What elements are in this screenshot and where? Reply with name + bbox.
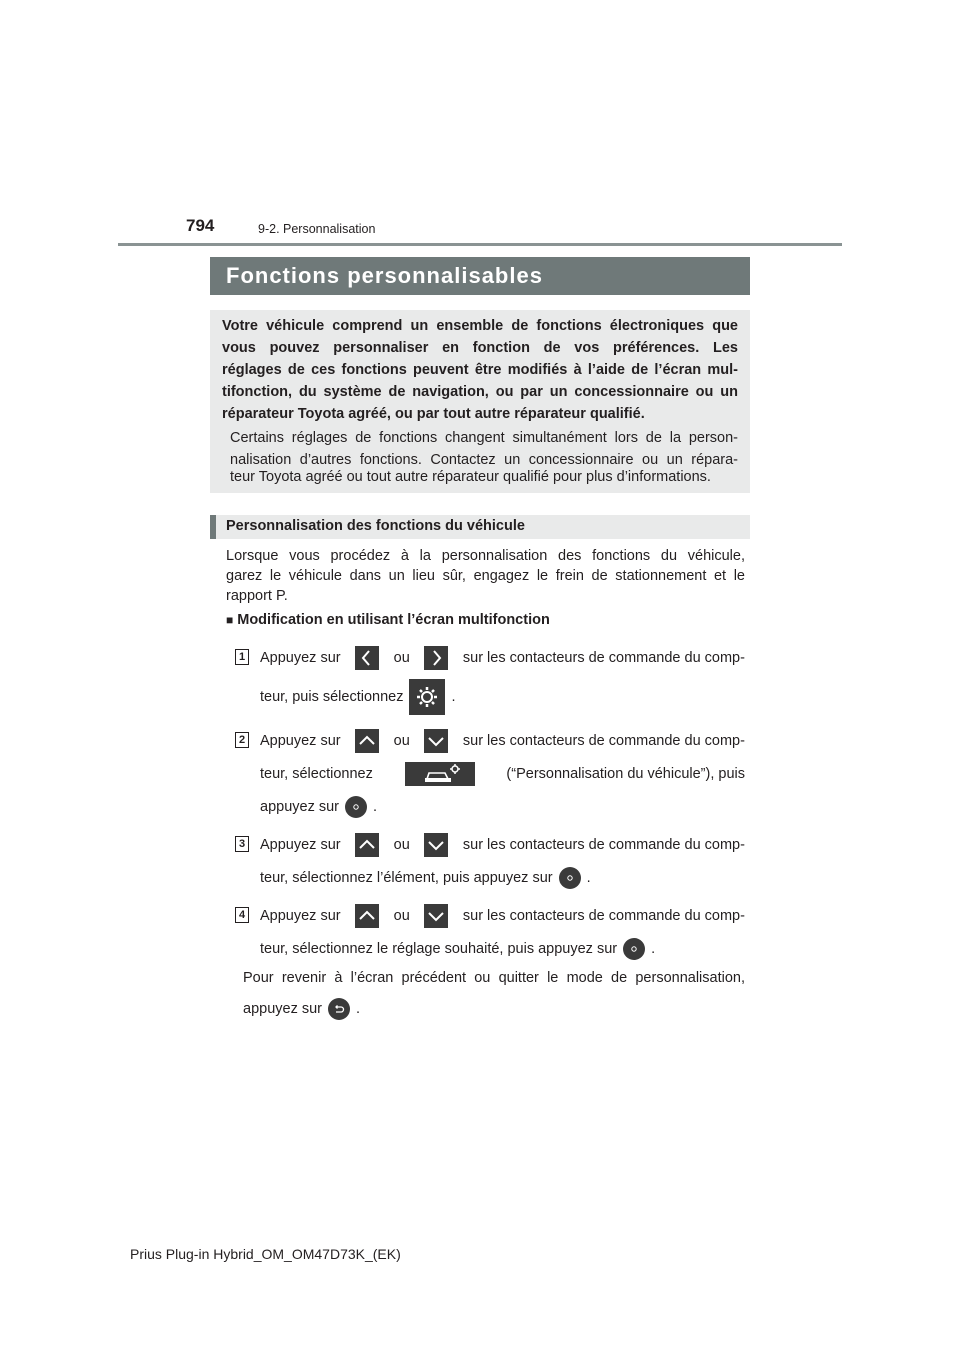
step-line	[260, 646, 745, 670]
subsection-accent	[210, 515, 216, 539]
step-number: 4	[235, 907, 249, 923]
step-text: Appuyez sur	[260, 733, 341, 749]
step-text: ou	[393, 650, 410, 666]
step-number: 1	[235, 649, 249, 665]
step-line	[260, 762, 745, 786]
footer-label: Prius Plug-in Hybrid_OM_OM47D73K_(EK)	[130, 1246, 401, 1262]
intro-box	[210, 310, 750, 493]
step-text: teur, sélectionnez le réglage souhaité, puis appuyez sur	[260, 941, 618, 957]
subsection-bar	[210, 515, 750, 539]
bullet-square: ■	[226, 613, 234, 627]
step-text: Appuyez sur	[260, 908, 341, 924]
chevron-down-icon	[424, 904, 448, 928]
body-line: Lorsque vous procédez à la personnalisation des fonctions du véhicule,	[226, 548, 745, 564]
step-text: .	[651, 941, 656, 957]
closing-line	[243, 997, 360, 1021]
intro-note-line: nalisation d’autres fonctions. Contactez un concessionnaire ou un répara-	[230, 452, 738, 468]
settings-gear-icon	[409, 679, 445, 715]
step-text: Appuyez sur	[260, 650, 341, 666]
bullet-heading	[226, 612, 550, 628]
intro-line: vous pouvez personnaliser en fonction de vos préférences. Les	[222, 340, 738, 356]
step-text: ou	[393, 837, 410, 853]
body-line: garez le véhicule dans un lieu sûr, engagez le frein de stationnement et le	[226, 568, 745, 584]
step-text: .	[373, 799, 378, 815]
step-text: teur, puis sélectionnez	[260, 689, 404, 705]
back-button-icon	[328, 998, 350, 1020]
step-text: sur les contacteurs de commande du comp-	[462, 837, 745, 853]
step-line	[260, 833, 745, 857]
vehicle-settings-icon	[405, 762, 475, 786]
chevron-down-icon	[424, 833, 448, 857]
step-line	[260, 729, 745, 753]
ok-button-icon	[345, 796, 367, 818]
intro-line: tifonction, du système de navigation, ou par un concessionnaire ou un	[222, 384, 738, 400]
intro-line: réparateur Toyota agréé, ou par tout autre réparateur qualifié.	[222, 406, 645, 422]
chevron-up-icon	[355, 833, 379, 857]
ok-button-icon	[623, 938, 645, 960]
chevron-down-icon	[424, 729, 448, 753]
closing-text: .	[356, 1001, 361, 1017]
step-line	[260, 678, 456, 716]
step-line	[260, 937, 655, 961]
intro-line: réglages de ces fonctions peuvent être modifiés à l’aide de l’écran mul-	[222, 362, 738, 378]
chevron-right-icon	[424, 646, 448, 670]
step-text: ou	[393, 908, 410, 924]
step-text: Appuyez sur	[260, 837, 341, 853]
step-text: .	[586, 870, 591, 886]
page-title: Fonctions personnalisables	[226, 263, 543, 288]
page-number: 794	[186, 216, 215, 235]
ok-button-icon	[559, 867, 581, 889]
step-text: (“Personnalisation du véhicule”), puis	[506, 766, 745, 782]
step-text: .	[451, 689, 456, 705]
step-line	[260, 904, 745, 928]
step-text: sur les contacteurs de commande du comp-	[462, 650, 745, 666]
step-number: 3	[235, 836, 249, 852]
closing-text: appuyez sur	[243, 1001, 322, 1017]
step-text: appuyez sur	[260, 799, 339, 815]
bullet-heading-text: Modification en utilisant l’écran multifonction	[237, 612, 550, 628]
chevron-up-icon	[355, 904, 379, 928]
subsection-title: Personnalisation des fonctions du véhicule	[226, 518, 525, 534]
chevron-left-icon	[355, 646, 379, 670]
step-line	[260, 866, 591, 890]
step-text: sur les contacteurs de commande du comp-	[462, 733, 745, 749]
step-text: teur, sélectionnez	[260, 766, 373, 782]
step-number: 2	[235, 732, 249, 748]
step-line	[260, 795, 377, 819]
title-bar	[210, 257, 750, 295]
closing-line: Pour revenir à l’écran précédent ou quitter le mode de personnalisation,	[243, 970, 745, 986]
step-text: ou	[393, 733, 410, 749]
intro-note-line: Certains réglages de fonctions changent simultanément lors de la person-	[230, 430, 738, 446]
intro-line: Votre véhicule comprend un ensemble de fonctions électroniques que	[222, 318, 738, 334]
chevron-up-icon	[355, 729, 379, 753]
section-label: 9-2. Personnalisation	[258, 222, 376, 236]
header-divider	[118, 243, 842, 246]
intro-note-line: teur Toyota agréé ou tout autre réparateur qualifié pour plus d’informations.	[230, 469, 711, 485]
step-text: teur, sélectionnez l’élément, puis appuyez sur	[260, 870, 553, 886]
step-text: sur les contacteurs de commande du comp-	[462, 908, 745, 924]
body-line: rapport P.	[226, 588, 288, 604]
